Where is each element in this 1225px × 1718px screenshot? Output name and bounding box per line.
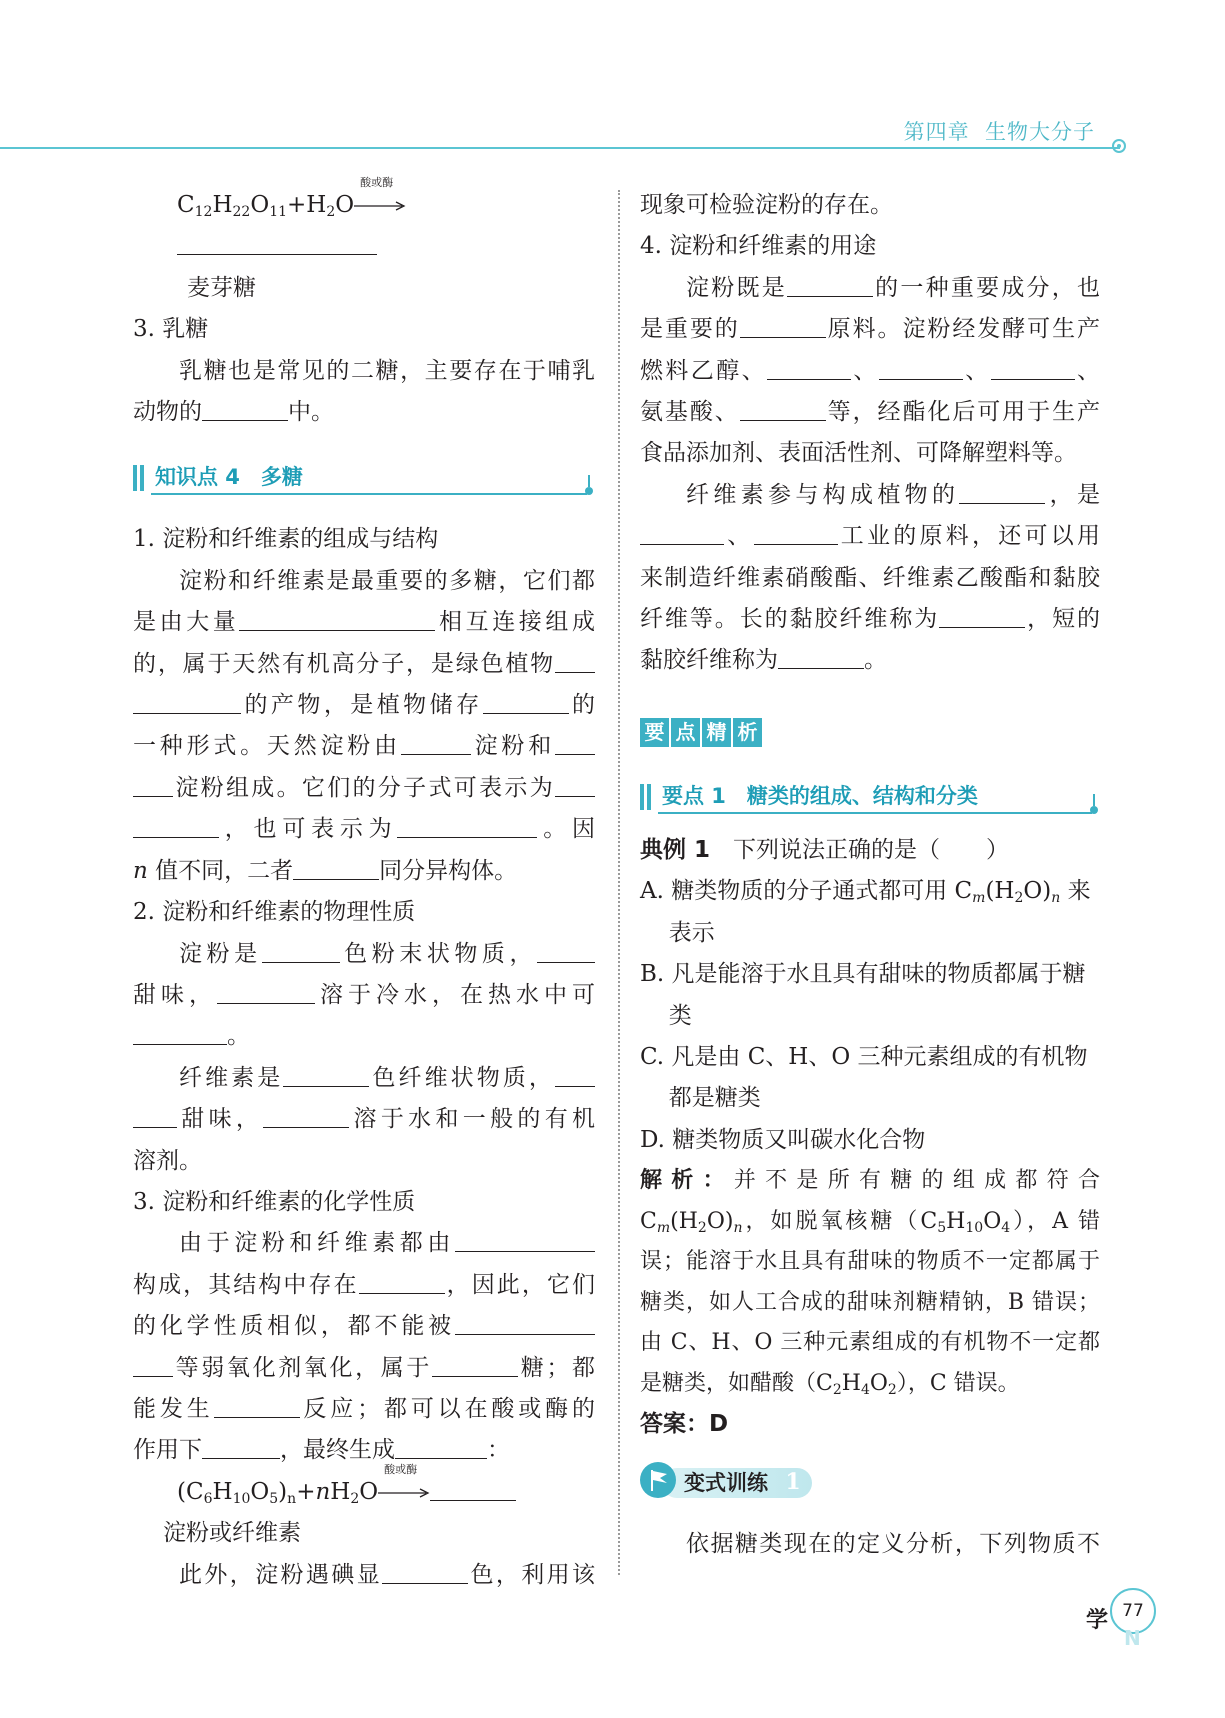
paragraph-line: 甜味， 溶于冷水，在热水中可 [133,981,595,1008]
paragraph-line: 淀粉和纤维素是最重要的多糖，它们都 [179,567,595,594]
paragraph-line: n 值不同，二者 同分异构体。 [133,857,518,884]
header-rule [0,147,1120,149]
variant-training-heading [640,1460,1100,1506]
blank [430,1477,516,1501]
paragraph-line: 溶剂。 [133,1147,202,1174]
equation-polysaccharide [133,1462,595,1513]
paragraph-line: 淀粉是 色粉末状物质， [133,934,595,975]
paragraph-line: ，也可表示为 。因 [133,809,595,850]
variant-training-number: 1 [785,1468,801,1495]
key-points-badge: 要 点 精 析 [640,712,1100,742]
option-d: D. 糖类物质又叫碳水化合物 [640,1126,926,1153]
lactose-title: 3. 乳糖 [133,316,209,343]
option-a: A. 糖类物质的分子通式都可用 $C_m(H_2O)_n$ 来表示 [640,878,1091,946]
pin-icon [585,487,593,495]
paragraph-line: 由于淀粉和纤维素都由 [133,1223,595,1264]
knowledge-point-heading [133,457,595,497]
equation-maltose [133,176,595,268]
section-title: 4. 淀粉和纤维素的用途 [640,233,877,260]
equation-formula: $C_{12}H_{22}O_{11}+H_2O$ [177,192,355,220]
paragraph-line: 一种形式。天然淀粉由 淀粉和 [133,726,595,767]
paragraph-line: 氨基酸、 等，经酯化后可用于生产 [640,399,1101,426]
paragraph-line: 纤维素是 色纤维状物质， [133,1058,595,1099]
answer: 答案：D [640,1411,729,1438]
paragraph-line: 淀粉组成。它们的分子式可表示为 [133,768,595,809]
paragraph-line: 此外，淀粉遇碘显 色，利用该 [179,1561,596,1588]
pin-icon [1090,806,1098,814]
paragraph-line: 来制造纤维素硝酸酯、纤维素乙酸酯和黏胶 [640,564,1100,591]
paragraph-line: 、 工业的原料，还可以用 [640,516,1100,557]
paragraph-line: 现象可检验淀粉的存在。 [640,192,893,218]
blank [177,231,377,255]
left-column [133,176,596,1596]
reaction-arrow-icon: 酸或酶 [378,1481,430,1501]
section-title: 1. 淀粉和纤维素的组成与结构 [133,526,439,553]
paragraph-line: 。 [133,1016,595,1057]
option-b: B. 凡是能溶于水且具有甜味的物质都属于糖类 [640,961,1086,1029]
reaction-arrow-icon: 酸或酶 [354,194,406,214]
variant-training-label: 变式训练 [684,1470,768,1495]
page-number: 77 [1110,1588,1156,1634]
paragraph-line: 等弱氧化剂氧化，属于 糖；都 [133,1348,595,1389]
paragraph-line: 的产物，是植物储存 的 [133,685,595,726]
equation-formula: $(C_6H_{10}O_5)_n+nH_2O$ [177,1478,379,1507]
key-point-title: 要点 1 糖类的组成、结构和分类 [662,783,978,808]
chapter-label: 第四章 [903,120,970,144]
section-title: 3. 淀粉和纤维素的化学性质 [133,1188,416,1215]
paragraph-line: 依据糖类现在的定义分析，下列物质不 [686,1530,1100,1557]
example-question: 典例 1 下列说法正确的是（ ） [640,836,1010,863]
equation-label: 麦芽糖 [187,274,256,301]
section-title: 2. 淀粉和纤维素的物理性质 [133,899,416,926]
paragraph-line: 是由大量 相互连接组成 [133,609,596,636]
column-divider [618,190,620,1575]
paragraph-line: 作用下 ，最终生成 ： [133,1437,510,1464]
chapter-title: 生物大分子 [985,120,1095,144]
knowledge-point-title: 知识点 4 多糖 [155,465,303,490]
logo-n-icon: N [1124,1626,1141,1650]
paragraph-line: 燃料乙醇、 、 、 、 [640,357,1101,384]
footer-label: 学 [1086,1608,1109,1633]
option-c: C. 凡是由 C、H、O 三种元素组成的有机物都是糖类 [640,1043,1088,1112]
paragraph-line: 食品添加剂、表面活性剂、可降解塑料等。 [640,440,1077,467]
paragraph-line: 的化学性质相似，都不能被 [133,1306,595,1347]
lactose-text-2: 动物的 中。 [133,399,334,426]
paragraph-line: 的，属于天然有机高分子，是绿色植物 [133,644,595,685]
analysis: 解析：并不是所有糖的组成都符合 $C_m(H_2O)_n$，如脱氧核糖$(C_5H_{10}O_4)$，A 错误；能溶于水且具有甜味的物质不一定都属于糖类，如人工合成的甜味剂糖精钠，B 错误；由 C、H、O 三种元素组成的有机物不一定都是糖类，如醋酸$(C_2H_4O_2)$，C 错误。 [640,1168,1100,1398]
header-circle-icon [1112,139,1126,153]
paragraph-line: 淀粉既是 的一种重要成分，也 [686,274,1101,301]
paragraph-line: 构成，其结构中存在 ，因此，它们 [133,1271,596,1298]
blank [202,397,288,421]
lactose-text: 乳糖也是常见的二糖，主要存在于哺乳 [179,357,595,384]
flag-icon [640,1462,676,1498]
paragraph-line: 是重要的 原料。淀粉经发酵可生产 [640,316,1101,343]
key-point-heading [640,776,1100,816]
paragraph-line: 甜味， 溶于水和一般的有机 [133,1099,595,1140]
paragraph-line: 黏胶纤维称为 。 [640,647,887,674]
equation-label: 淀粉或纤维素 [163,1520,301,1547]
paragraph-line: 能发生 反应；都可以在酸或酶的 [133,1395,596,1422]
paragraph-line: 纤维素参与构成植物的 ，是 [686,481,1101,508]
running-header [904,116,1095,146]
right-column [640,185,1100,1565]
paragraph-line: 纤维等。长的黏胶纤维称为 ，短的 [640,606,1101,633]
